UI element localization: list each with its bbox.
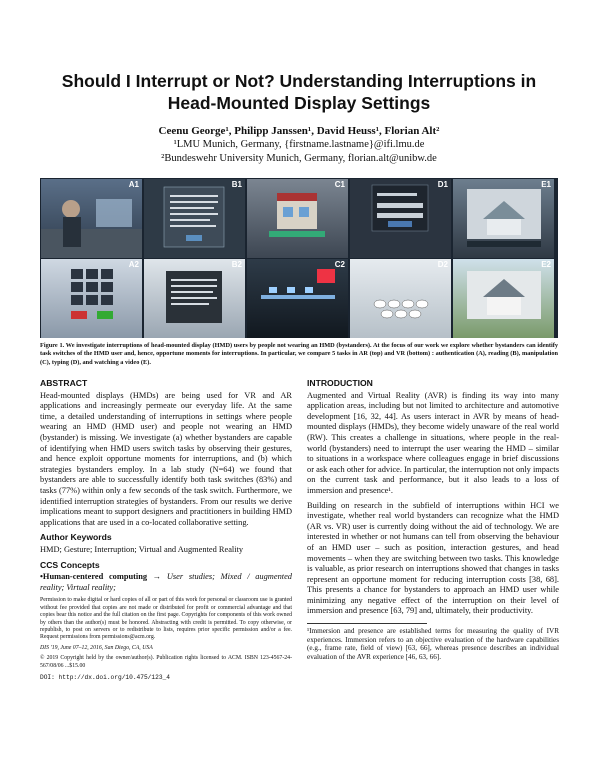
affiliation-1: ¹LMU Munich, Germany, {firstname.lastname}@ifi.lmu.de: [173, 139, 425, 150]
figure-caption: Figure 1. We investigate interruptions of head-mounted display (HMD) users by people not wearing an HMD (bystanders). At the focus of our work we explore whether bystanders can identify task switches of the HMD user and, hence, opportune moments for interruptions. In particular, we compare 5 tasks in AR (top) and VR (bottom) : authentication (A), reading (B), manipulation (C), typing (D), and watching a video (E).: [40, 342, 558, 366]
ccs-text: [40, 572, 292, 593]
figure-panel-b1: [144, 179, 245, 258]
panel-label: B2: [231, 260, 242, 269]
author-block: [40, 124, 558, 166]
reading-task-illustration: [144, 179, 245, 258]
panel-label: A1: [128, 180, 139, 189]
panel-label: E2: [541, 260, 551, 269]
doi-link[interactable]: DOI: http://dx.doi.org/10.475/123_4: [40, 673, 170, 681]
author-names: Ceenu George¹, Philipp Janssen¹, David Heuss¹, Florian Alt²: [158, 125, 440, 137]
typing-task-illustration: [350, 179, 451, 258]
copyright-line: © 2019 Copyright held by the owner/author(s). Publication rights licensed to ACM. ISBN 123-4567-24-567/08/06 ...$15.00: [40, 655, 292, 669]
hmd-user-illustration: [41, 179, 142, 258]
panel-label: D1: [437, 180, 448, 189]
ccs-arrow: →: [147, 572, 167, 582]
ccs-bullet: •Human-centered computing: [40, 572, 148, 582]
panel-label: D2: [437, 260, 448, 269]
keywords-heading: Author Keywords: [40, 532, 112, 543]
video-task-illustration: [453, 179, 554, 258]
keywords-text: HMD; Gesture; Interruption; Virtual and Augmented Reality: [40, 544, 244, 554]
panel-label: C1: [334, 180, 345, 189]
manipulation-task-illustration: [247, 179, 348, 258]
panel-label: A2: [128, 260, 139, 269]
permission-notice: Permission to make digital or hard copies of all or part of this work for personal or classroom use is granted without fee provided that copies are not made or distributed for profit or commercial advantage and that copies bear this notice and the full citation on the first page. Copyrights for components of this work owned by others than the author(s) must be honored. Abstracting with credit is permitted. To copy otherwise, or republish, to post on servers or to redistribute to lists, requires prior specific permission and/or a fee. Request permissions from permissions@acm.org.: [40, 597, 292, 641]
intro-paragraph-2: Building on research in the subfield of interruptions within HCI we investigate, whether real world bystanders can recognize what the HMD (AR vs. VR) user is currently doing without the aid of technology. We are interested in whether or not humans can tell from observing the behaviour of an HMD user – such as position, interaction gestures, and head movements – when they are switching between two tasks. This knowledge is valuable, as prior research on interruptions showed that changes in tasks represent an opportune moment for reducing interruption costs [38, 68]. This presents a chance for bystanders to approach an HMD user while minimizing any negative effect of the interruption on their level of immersion and presence [63, 79] and, ultimately, their productivity.: [307, 500, 559, 616]
abstract-heading: ABSTRACT: [40, 378, 88, 388]
vr-reading-illustration: [144, 259, 245, 338]
left-column: [40, 378, 292, 684]
panel-label: E1: [541, 180, 551, 189]
vr-authentication-illustration: [41, 259, 142, 338]
figure-panel-c2: [247, 259, 348, 338]
figure-panel-d2: [350, 259, 451, 338]
ccs-heading: CCS Concepts: [40, 559, 100, 570]
affiliation-2: ²Bundeswehr University Munich, Germany, florian.alt@unibw.de: [161, 153, 437, 164]
figure-panel-e1: [453, 179, 554, 258]
vr-typing-illustration: [350, 259, 451, 338]
figure-panel-d1: [350, 179, 451, 258]
footnote-rule: [307, 623, 427, 624]
paper-title: Should I Interrupt or Not? Understanding Interruptions in Head-Mounted Display Settings: [61, 71, 537, 113]
figure-panel-a1: [41, 179, 142, 258]
vr-manipulation-illustration: [247, 259, 348, 338]
ccs-rest: User studies; Mixed / augmented reality; Virtual reality;: [40, 572, 292, 592]
teaser-figure: [40, 178, 558, 338]
vr-video-illustration: [453, 259, 554, 338]
venue-line: DIS '19, June 07–12, 2016, San Diego, CA, USA: [40, 644, 153, 651]
footnote: ¹Immersion and presence are established terms for measuring the quality of IVR experiences. Immersion refers to an objective evaluation of the hardware capabilities (e.g., frame rate, field of view) [63, 66], whereas presence describes an individual evaluation of the AVR experience [46, 63, 66].: [307, 627, 559, 661]
panel-label: C2: [334, 260, 345, 269]
figure-panel-b2: [144, 259, 245, 338]
panel-label: B1: [231, 180, 242, 189]
introduction-heading: INTRODUCTION: [307, 378, 373, 388]
intro-paragraph-1: Augmented and Virtual Reality (AVR) is finding its way into many application areas, including but not limited to architecture and automotive development [16, 32, 44]. As users interact in AVR by means of head-mounted displays (HMDs), they become widely unaware of the real world (RW). This creates a challenge in situations, where people in the real-world (bystanders) need to interrupt the user wearing the HMD – similar to situations in a workspace where colleagues engage in brief discussions or ask each other for advice. In particular, the interruption not only impacts on the current task and performance, but it also leads to a loss of immersion and presence¹.: [307, 390, 559, 495]
figure-panel-c1: [247, 179, 348, 258]
abstract-text: Head-mounted displays (HMDs) are being used for VR and AR applications and increasingly permeate our everyday life. At the same time, a detailed understanding of interruptions in settings where people wearing an HMD (HMD user) and people not wearing an HMD (bystander) is missing. We investigate (a) whether bystanders are capable of identifying when HMD users switch tasks by observing their gestures, and hence exploit opportune moments for interruptions, and (b) which strategies bystanders employ. In a lab study (N=64) we found that bystanders are able to successfully identify both task switches (83%) and tasks (77%) within only a few seconds of the task switch. Furthermore, we identified interruption strategies of bystanders. From our results we derive implications meant to support designers and practitioners in building HMD applications that are used in a co-located collaborative setting.: [40, 390, 292, 527]
figure-panel-e2: [453, 259, 554, 338]
figure-panel-a2: [41, 259, 142, 338]
right-column: [307, 378, 559, 661]
